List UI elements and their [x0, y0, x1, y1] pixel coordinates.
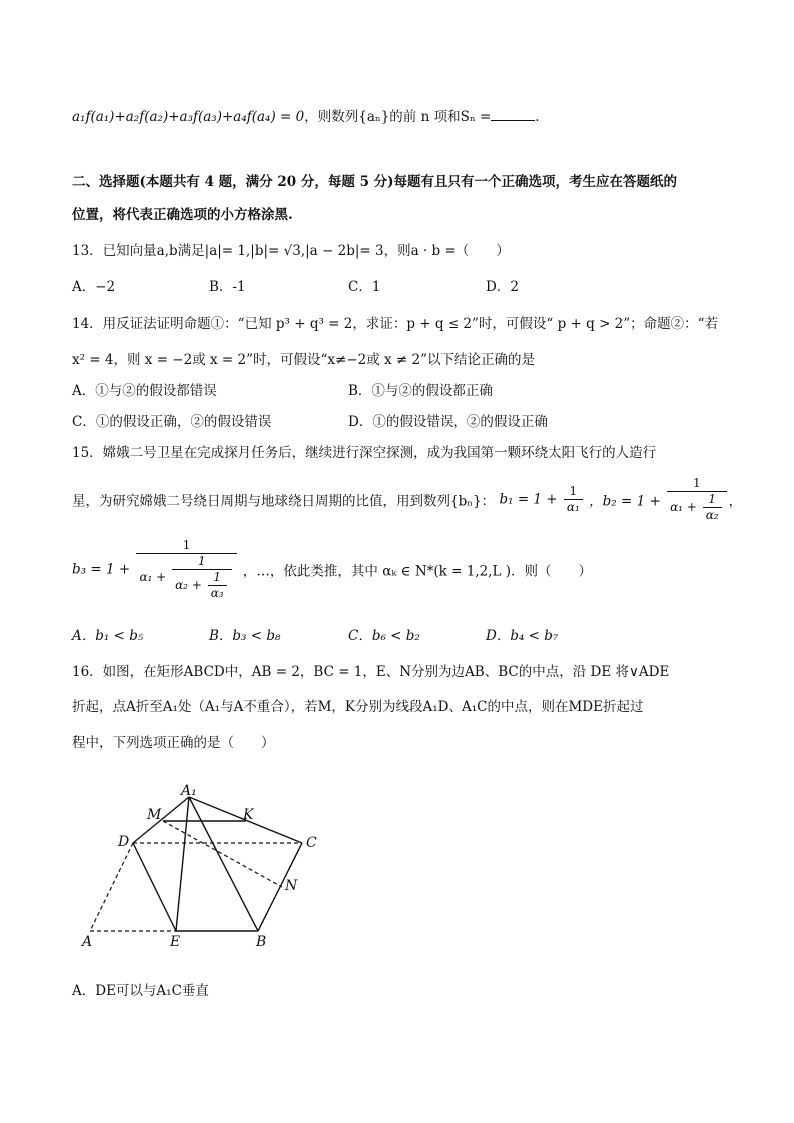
q15-line1: 15．嫦娥二号卫星在完成探月任务后，继续进行深空探测，成为我国第一颗环绕太阳飞行的人造行 — [72, 445, 657, 461]
q15-b3-inner-den: α₃ — [210, 586, 224, 600]
q15-line2-text: 星，为研究嫦娥二号绕日周期与地球绕日周期的比值，用到数列{bₙ}： — [72, 493, 496, 510]
q16-option-a[interactable]: A．DE可以与A₁C垂直 — [72, 983, 209, 999]
q15-b3-label: b₃ = 1 + — [72, 561, 131, 578]
q15-line2: 星，为研究嫦娥二号绕日周期与地球绕日周期的比值，用到数列{bₙ}： b₁ = 1 + $\frac{1}{\text{α₁}}$ ，b₂ = 1 + 1 α₁ + $\frac{1}{\text{α₂}}$ ， — [72, 476, 743, 522]
top-formula: a₁f(a₁)+a₂f(a₂)+a₃f(a₃)+a₄f(a₄) = 0 — [72, 109, 305, 125]
q15-b2-num: 1 — [667, 476, 727, 492]
top-formula-tail: . — [535, 109, 540, 125]
q15-option-d[interactable]: D．b₄ < b₇ — [486, 628, 559, 644]
q15-line3-tail: ，…，依此类推，其中 αₖ ∈ N*(k = 1,2,L )．则（ ） — [242, 563, 593, 580]
q15-b2-inner-den: α₂ — [705, 508, 719, 522]
label-m: M — [147, 807, 162, 823]
label-e: E — [170, 934, 181, 950]
q14-option-a[interactable]: A．①与②的假设都错误 — [72, 383, 217, 399]
q14-option-c[interactable]: C．①的假设正确，②的假设错误 — [72, 414, 272, 430]
q15-b2-den-alpha1: α₁ + — [670, 500, 697, 514]
q16-line1: 16．如图，在矩形ABCD中，AB = 2，BC = 1，E、N分别为边AB、BC的中点，沿 DE 将∨ADE — [72, 664, 670, 680]
q15-option-c[interactable]: C．b₆ < b₂ — [348, 628, 420, 644]
q14-line2: x² = 4，则 x = −2或 x = 2”时，可假设“x≠−2或 x ≠ 2”以下结论正确的是 — [72, 352, 536, 368]
label-n: N — [285, 878, 298, 894]
q14-line1: 14．用反证法证明命题①：“已知 p³ + q³ = 2，求证：p + q ≤ 2”时，可假设“ p + q > 2”；命题②：“若 — [72, 316, 719, 332]
q13-option-c[interactable]: C．1 — [348, 279, 381, 295]
q15-b1-num: 1 — [564, 484, 583, 500]
q15-b2-inner-num: 1 — [703, 492, 722, 508]
edge-d-a-dashed — [90, 843, 133, 931]
edge-a1-e — [176, 797, 189, 931]
label-c: C — [306, 835, 317, 851]
label-b: B — [256, 934, 267, 950]
label-a1: A₁ — [181, 783, 197, 799]
q13-stem: 13．已知向量a,b满足|a|= 1,|b|= √3,|a − 2b|= 3，则a · b =（ ） — [72, 243, 510, 259]
q15-b1-label: b₁ = 1 + — [499, 491, 558, 508]
label-a: A — [82, 934, 93, 950]
edge-d-e — [133, 843, 176, 931]
q15-option-b[interactable]: B．b₃ < b₈ — [209, 628, 281, 644]
q16-line2: 折起，点A折至A₁处（A₁与A不重合），若M，K分别为线段A₁D、A₁C的中点，则在MDE折起过 — [72, 699, 644, 715]
q13-option-b[interactable]: B．-1 — [209, 279, 246, 295]
q15-b3-inner-num: 1 — [208, 570, 227, 586]
q15-b3-mid-num: 1 — [172, 554, 232, 570]
q14-option-d[interactable]: D．①的假设错误，②的假设正确 — [348, 414, 548, 430]
top-formula-text: ，则数列{aₙ}的前 n 项和Sₙ = — [304, 109, 492, 125]
q13-option-d[interactable]: D．2 — [486, 279, 519, 295]
q13-option-a[interactable]: A．−2 — [72, 279, 116, 295]
label-d: D — [118, 834, 130, 850]
q15-b3-mid-alpha2: α₂ + — [175, 578, 202, 592]
q16-line3: 程中，下列选项正确的是（ ） — [72, 735, 275, 751]
q15-b2-label: ，b₂ = 1 + — [589, 493, 661, 510]
label-k: K — [243, 807, 254, 823]
section2-heading-line1: 二、选择题(本题共有 4 题，满分 20 分，每题 5 分)每题有且只有一个正确选项，考生应在答题纸的 — [72, 174, 678, 190]
q15-b1-den: α₁ — [566, 500, 580, 514]
q15-b3-den-alpha1: α₁ + — [139, 570, 167, 584]
q15-b3-num: 1 — [136, 538, 236, 554]
q15-option-a[interactable]: A．b₁ < b₅ — [72, 628, 144, 644]
q14-option-b[interactable]: B．①与②的假设都正确 — [348, 383, 493, 399]
section2-heading-line2: 位置，将代表正确选项的小方格涂黑. — [72, 207, 293, 223]
